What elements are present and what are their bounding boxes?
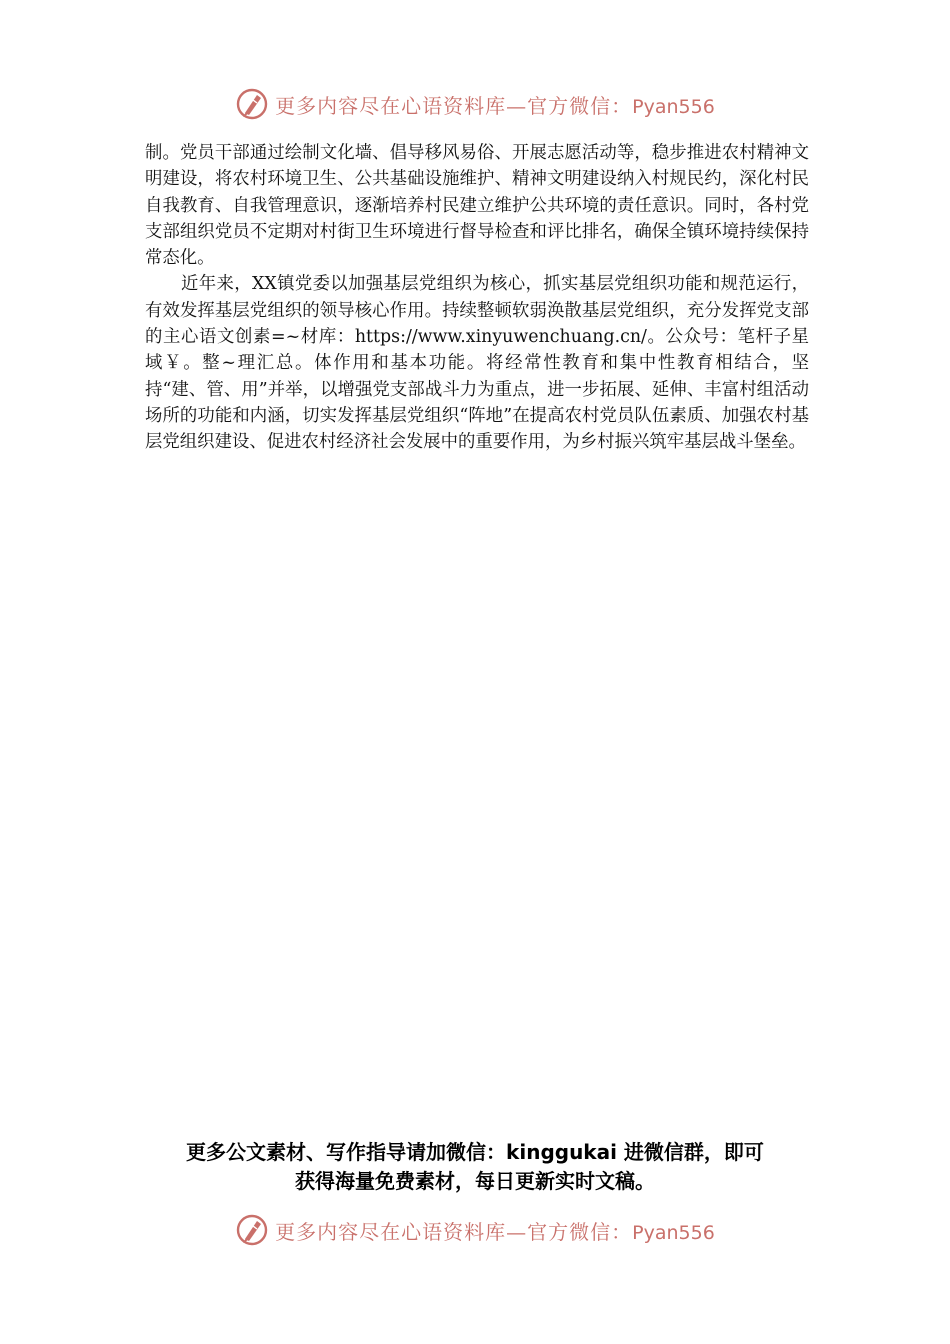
header-wechat-id: Pyan556 [632,95,715,118]
document-body [145,140,809,456]
footer-banner-text: 更多内容尽在心语资料库—官方微信：Pyan556 [275,1219,715,1244]
header-banner [0,82,950,126]
footer-banner [0,1208,950,1252]
footer-wechat-id: Pyan556 [632,1221,715,1244]
pen-nib-circle-logo-icon [235,87,269,121]
paragraph-1: 制。党员干部通过绘制文化墙、倡导移风易俗、开展志愿活动等，稳步推进农村精神文明建设，将农村环境卫生、公共基础设施维护、精神文明建设纳入村规民约，深化村民自我教育、自我管理意识，逐渐培养村民建立维护公共环境的责任意识。同时，各村党支部组织党员不定期对村街卫生环境进行督导检查和评比排名，确保全镇环境持续保持常态化。 [145,143,809,269]
paragraph-2: 近年来，XX镇党委以加强基层党组织为核心，抓实基层党组织功能和规范运行，有效发挥基层党组织的领导核心作用。持续整顿软弱涣散基层党组织，充分发挥党支部的主心语文创素=~材库：https://www.xinyuwenchuang.cn/。公众号：笔杆子星域￥。整~理汇总。体作用和基本功能。将经常性教育和集中性教育相结合，坚持“建、管、用”并举，以增强党支部战斗力为重点，进一步拓展、延伸、丰富村组活动场所的功能和内涵，切实发挥基层党组织“阵地”在提高农村党员队伍素质、加强农村基层党组织建设、促进农村经济社会发展中的重要作用，为乡村振兴筑牢基层战斗堡垒。 [145,274,809,453]
header-banner-text: 更多内容尽在心语资料库—官方微信：Pyan556 [275,93,715,118]
footer-promo-note [0,1138,950,1196]
footer-promo-line-1: 更多公文素材、写作指导请加微信：kinggukai 进微信群，即可 [186,1140,764,1164]
pen-nib-circle-logo-icon [235,1213,269,1247]
footer-promo-line-2: 获得海量免费素材，每日更新实时文稿。 [295,1169,655,1193]
